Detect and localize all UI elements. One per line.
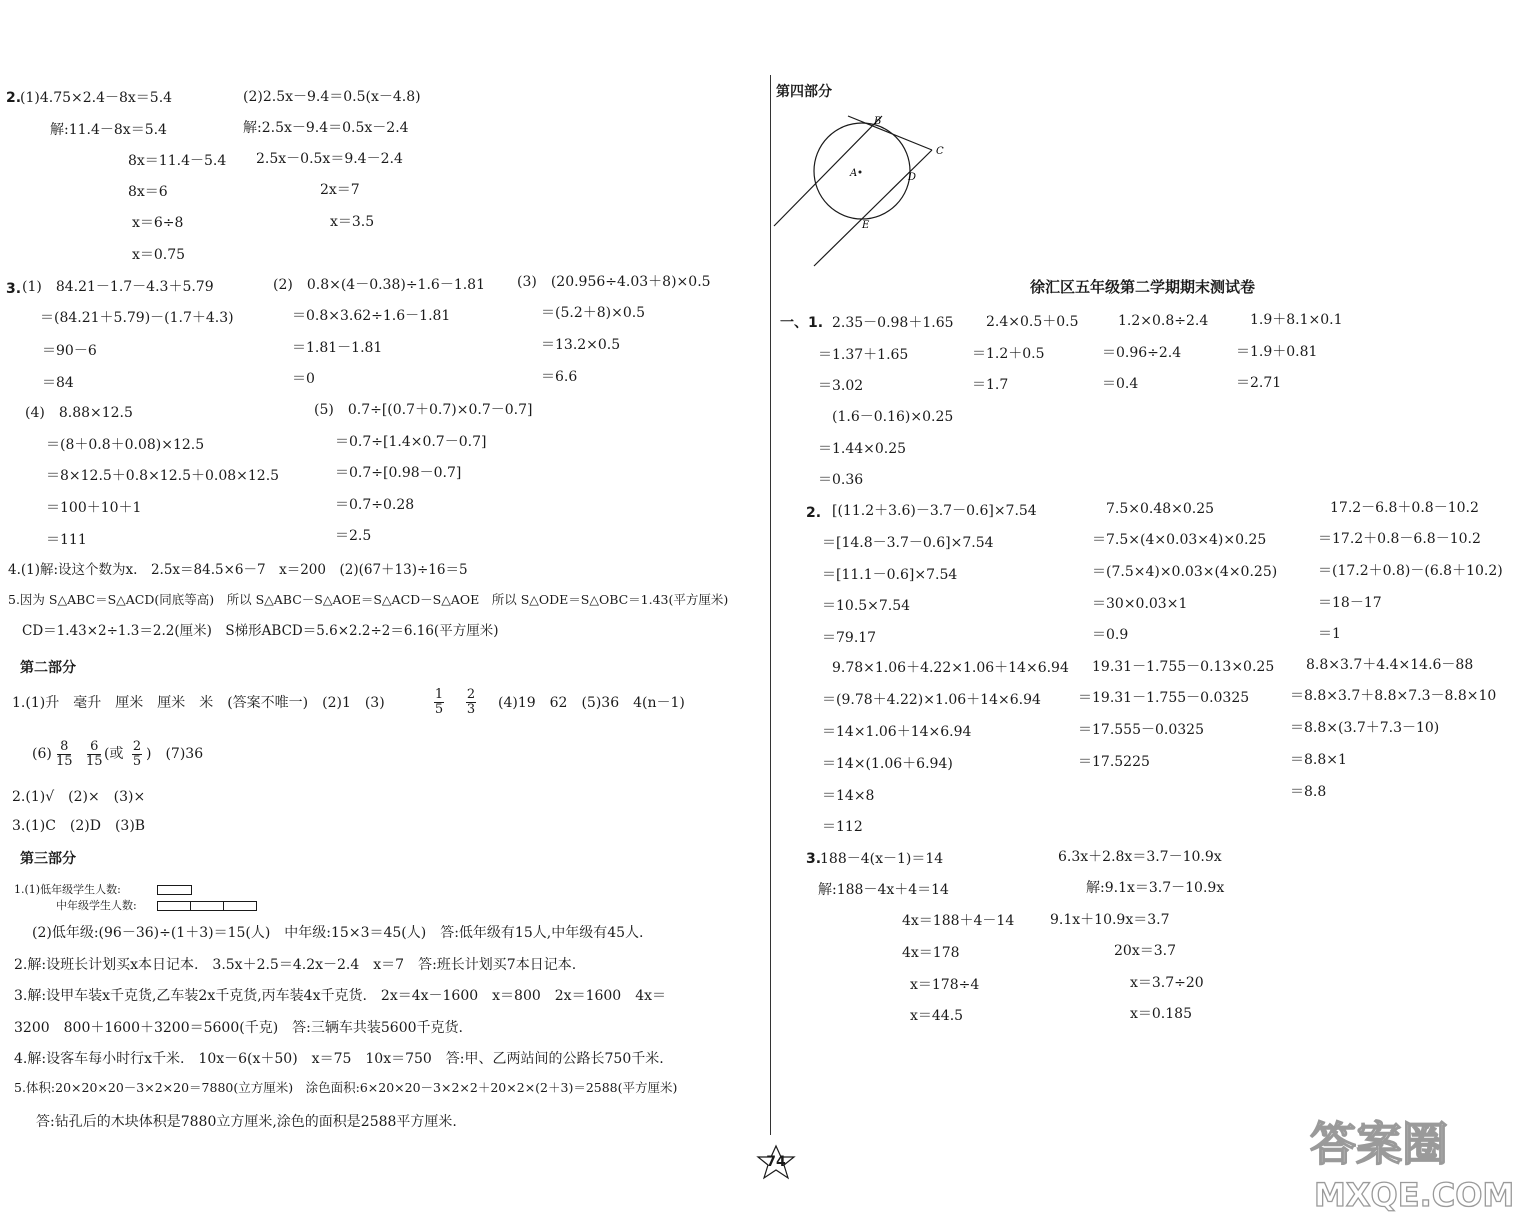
s1-number: 一、1. — [780, 315, 824, 331]
q3-c5-line: ＝0.7÷[0.98－0.7] — [335, 465, 462, 481]
s2-c2-line: ＝7.5×(4×0.03×4)×0.25 — [1092, 532, 1267, 548]
q3-c2-line: ＝1.81－1.81 — [292, 340, 383, 356]
s3-c2-line: x＝3.7÷20 — [1130, 975, 1204, 991]
s2-c2-line: ＝(7.5×4)×0.03×(4×0.25) — [1092, 564, 1278, 580]
q2-p1-line: (1)4.75×2.4－8x＝5.4 — [20, 90, 173, 106]
s3-c2-line: 6.3x＋2.8x＝3.7－10.9x — [1058, 849, 1222, 865]
part2-q1-6-mid: (或 — [104, 746, 124, 762]
fraction: 2 3 — [466, 687, 476, 717]
part2-q1-line1-tail: (4)19 62 (5)36 4(n－1) — [498, 695, 685, 711]
q2-p2-line: 2.5x－0.5x＝9.4－2.4 — [256, 151, 403, 167]
s2-c6-line: ＝8.8×(3.7＋7.3－10) — [1290, 720, 1440, 736]
s3-number: 3. — [806, 851, 822, 867]
fraction: 2 5 — [132, 739, 142, 769]
s2-c5-line: 19.31－1.755－0.13×0.25 — [1092, 659, 1275, 675]
q3-c5-line: ＝0.7÷0.28 — [335, 497, 415, 513]
s3-c2-line: 解:9.1x＝3.7－10.9x — [1086, 880, 1225, 896]
s2-c6-line: 8.8×3.7＋4.4×14.6－88 — [1306, 657, 1474, 673]
s1-c5-line: ＝0.36 — [818, 472, 864, 488]
line-bc — [848, 116, 932, 150]
q3-c5-line: (5) 0.7÷[(0.7＋0.7)×0.7－0.7] — [314, 402, 533, 418]
label-b: B — [874, 116, 882, 127]
s2-c1-line: ＝[11.1－0.6]×7.54 — [822, 567, 958, 583]
part3-q5-line-2: 答:钻孔后的木块体积是7880立方厘米,涂色的面积是2588平方厘米. — [36, 1114, 457, 1130]
q3-c1-line: ＝(84.21＋5.79)－(1.7＋4.3) — [40, 310, 234, 326]
part2-q1-6-prefix: (6) — [32, 746, 52, 762]
s2-c4-line: ＝(9.78＋4.22)×1.06＋14×6.94 — [822, 692, 1041, 708]
s1-c2-line: 2.4×0.5＋0.5 — [986, 314, 1079, 330]
q3-c1-line: ＝90－6 — [42, 343, 97, 359]
s1-c2-line: ＝1.2＋0.5 — [972, 346, 1045, 362]
s1-c5-line: ＝1.44×0.25 — [818, 441, 907, 457]
s2-c2-line: ＝30×0.03×1 — [1092, 596, 1188, 612]
s2-number: 2. — [806, 505, 822, 521]
s1-c5-line: (1.6－0.16)×0.25 — [832, 409, 954, 425]
label-d: D — [908, 172, 917, 183]
s3-c1-line: 4x＝178 — [902, 945, 960, 961]
s2-c1-line: ＝79.17 — [822, 630, 877, 646]
bar-tick — [223, 901, 224, 911]
part3-q2-line: 2.解:设班长计划买x本日记本. 3.5x＋2.5＝4.2x－2.4 x＝7 答:班长计划买7本日记本. — [14, 957, 577, 973]
q5-line-2: CD＝1.43×2÷1.3＝2.2(厘米) S梯形ABCD＝5.6×2.2÷2＝6.16(平方厘米) — [22, 623, 499, 639]
part3-title: 第三部分 — [20, 851, 76, 867]
q3-number: 3. — [6, 281, 22, 297]
q3-c2-line: ＝0 — [292, 371, 315, 387]
part4-title: 第四部分 — [776, 84, 832, 100]
s2-c4-line: ＝14×(1.06＋6.94) — [822, 756, 953, 772]
q2-p2-line: (2)2.5x－9.4＝0.5(x－4.8) — [243, 89, 421, 105]
line-through-b — [774, 116, 882, 226]
fraction: 6 15 — [86, 739, 103, 769]
q2-p1-line: x＝6÷8 — [132, 215, 184, 231]
s2-c4-line: 9.78×1.06＋4.22×1.06＋14×6.94 — [832, 660, 1069, 676]
s1-c1-line: ＝1.37＋1.65 — [818, 347, 909, 363]
s1-c3-line: ＝0.4 — [1102, 376, 1139, 392]
s2-c6-line: ＝8.8×3.7＋8.8×7.3－8.8×10 — [1290, 688, 1497, 704]
part2-q1-6-tail: ) (7)36 — [146, 746, 204, 762]
part3-q4-line: 4.解:设客车每小时行x千米. 10x－6(x＋50) x＝75 10x＝750 答:甲、乙两站间的公路长750千米. — [14, 1051, 664, 1067]
q3-c2-line: ＝0.8×3.62÷1.6－1.81 — [292, 308, 451, 324]
q2-p1-line: 8x＝6 — [128, 184, 168, 200]
s2-c6-line: ＝8.8×1 — [1290, 752, 1347, 768]
watermark-text-url: MXQE.COM — [1314, 1176, 1515, 1214]
label-e: E — [862, 220, 870, 231]
part2-title: 第二部分 — [20, 660, 76, 676]
s2-c2-line: 7.5×0.48×0.25 — [1106, 501, 1215, 517]
s1-c1-line: 2.35－0.98＋1.65 — [832, 315, 954, 331]
q3-c1-line: ＝84 — [42, 375, 74, 391]
watermark-text-cn: 答案圈 — [1310, 1117, 1448, 1171]
q3-c5-line: ＝0.7÷[1.4×0.7－0.7] — [335, 434, 487, 450]
part3-q3-line-2: 3200 800＋1600＋3200＝5600(千克) 答:三辆车共装5600千克货. — [14, 1020, 463, 1036]
center-point — [859, 171, 862, 174]
s3-c1-line: x＝44.5 — [910, 1008, 964, 1024]
s1-c3-line: ＝0.96÷2.4 — [1102, 345, 1182, 361]
page-number: 74 — [766, 1154, 786, 1170]
part3-q1-label-mid: 中年级学生人数: — [56, 899, 137, 912]
exam-title: 徐汇区五年级第二学期期末测试卷 — [1030, 278, 1256, 296]
s3-c1-line: 4x＝188＋4－14 — [902, 913, 1015, 929]
s1-c1-line: ＝3.02 — [818, 378, 864, 394]
q2-p1-line: 8x＝11.4－5.4 — [128, 153, 227, 169]
s3-c2-line: 20x＝3.7 — [1114, 943, 1176, 959]
part3-q3-line-1: 3.解:设甲车装x千克货,乙车装2x千克货,丙车装4x千克货. 2x＝4x－1600 x＝800 2x＝1600 4x＝ — [14, 988, 667, 1004]
s2-c1-line: [(11.2＋3.6)－3.7－0.6]×7.54 — [832, 503, 1037, 519]
q2-p2-line: 2x＝7 — [320, 182, 360, 198]
s2-c5-line: ＝17.555－0.0325 — [1078, 722, 1204, 738]
s2-c3-line: 17.2－6.8＋0.8－10.2 — [1330, 500, 1479, 516]
q3-c4-line: ＝8×12.5＋0.8×12.5＋0.08×12.5 — [46, 468, 280, 484]
s1-c2-line: ＝1.7 — [972, 377, 1009, 393]
part3-q1-2-line: (2)低年级:(96－36)÷(1＋3)＝15(人) 中年级:15×3＝45(人) 答:低年级有15人,中年级有45人. — [32, 925, 644, 941]
s2-c1-line: ＝[14.8－3.7－0.6]×7.54 — [822, 535, 994, 551]
s3-c1-line: x＝178÷4 — [910, 977, 980, 993]
s2-c5-line: ＝17.5225 — [1078, 754, 1150, 770]
q3-c4-line: ＝(8＋0.8＋0.08)×12.5 — [46, 437, 205, 453]
q3-c3-line: ＝6.6 — [541, 369, 578, 385]
s2-c3-line: ＝1 — [1318, 626, 1341, 642]
s2-c1-line: ＝10.5×7.54 — [822, 598, 911, 614]
q3-c4-line: ＝100＋10＋1 — [46, 500, 142, 516]
watermark-logo — [1300, 1100, 1530, 1215]
q2-number: 2. — [6, 90, 22, 106]
s2-c4-line: ＝14×8 — [822, 788, 875, 804]
bar-segment-low — [157, 885, 192, 895]
q4-line: 4.(1)解:设这个数为x. 2.5x＝84.5×6－7 x＝200 (2)(67＋13)÷16＝5 — [8, 562, 468, 578]
q3-c5-line: ＝2.5 — [335, 528, 372, 544]
s2-c3-line: ＝18－17 — [1318, 595, 1382, 611]
part2-q2-line: 2.(1)√ (2)× (3)× — [12, 789, 146, 805]
q3-c2-line: (2) 0.8×(4－0.38)÷1.6－1.81 — [273, 277, 485, 293]
part2-q1-line1: 1.(1)升 毫升 厘米 厘米 米 (答案不唯一) (2)1 (3) — [12, 695, 385, 711]
s2-c2-line: ＝0.9 — [1092, 627, 1129, 643]
part3-q5-line-1: 5.体积:20×20×20－3×2×20＝7880(立方厘米) 涂色面积:6×20×20－3×2×2＋20×2×(2＋3)＝2588(平方厘米) — [14, 1080, 678, 1095]
q2-p2-line: 解:2.5x－9.4＝0.5x－2.4 — [243, 120, 409, 136]
s2-c3-line: ＝(17.2＋0.8)－(6.8＋10.2) — [1318, 563, 1503, 579]
circle-tangent-figure — [770, 104, 960, 268]
q2-p1-line: 解:11.4－8x＝5.4 — [50, 122, 167, 138]
bar-tick — [190, 901, 191, 911]
bar-segment-mid — [157, 901, 257, 911]
s2-c5-line: ＝19.31－1.755－0.0325 — [1078, 690, 1250, 706]
q2-p2-line: x＝3.5 — [330, 214, 375, 230]
q3-c1-line: (1) 84.21－1.7－4.3＋5.79 — [22, 279, 214, 295]
label-c: C — [936, 146, 944, 157]
part2-q3-line: 3.(1)C (2)D (3)B — [12, 818, 146, 834]
s1-c4-line: ＝2.71 — [1236, 375, 1282, 391]
s2-c6-line: ＝8.8 — [1290, 784, 1327, 800]
q2-p1-line: x＝0.75 — [132, 247, 186, 263]
fraction: 8 15 — [56, 739, 73, 769]
q3-c3-line: (3) (20.956÷4.03＋8)×0.5 — [517, 274, 711, 290]
q3-c4-line: (4) 8.88×12.5 — [25, 405, 133, 421]
s1-c4-line: ＝1.9＋0.81 — [1236, 344, 1318, 360]
label-a: A — [850, 168, 858, 179]
s2-c3-line: ＝17.2＋0.8－6.8－10.2 — [1318, 531, 1481, 547]
q5-line-1: 5.因为 S△ABC＝S△ACD(同底等高) 所以 S△ABC－S△AOE＝S△ACD－S△AOE 所以 S△ODE＝S△OBC＝1.43(平方厘米) — [8, 592, 729, 607]
s3-c1-line: 188－4(x－1)＝14 — [820, 851, 944, 867]
q3-c4-line: ＝111 — [46, 532, 87, 548]
part3-q1-label-low: 1.(1)低年级学生人数: — [14, 883, 121, 896]
s3-c1-line: 解:188－4x＋4＝14 — [818, 882, 949, 898]
s2-c4-line: ＝14×1.06＋14×6.94 — [822, 724, 972, 740]
s3-c2-line: x＝0.185 — [1130, 1006, 1192, 1022]
s1-c4-line: 1.9＋8.1×0.1 — [1250, 312, 1343, 328]
q3-c3-line: ＝13.2×0.5 — [541, 337, 621, 353]
s2-c4-line: ＝112 — [822, 819, 863, 835]
s3-c2-line: 9.1x＋10.9x＝3.7 — [1050, 912, 1170, 928]
s1-c3-line: 1.2×0.8÷2.4 — [1118, 313, 1209, 329]
q3-c3-line: ＝(5.2＋8)×0.5 — [541, 305, 646, 321]
fraction: 1 5 — [434, 687, 444, 717]
